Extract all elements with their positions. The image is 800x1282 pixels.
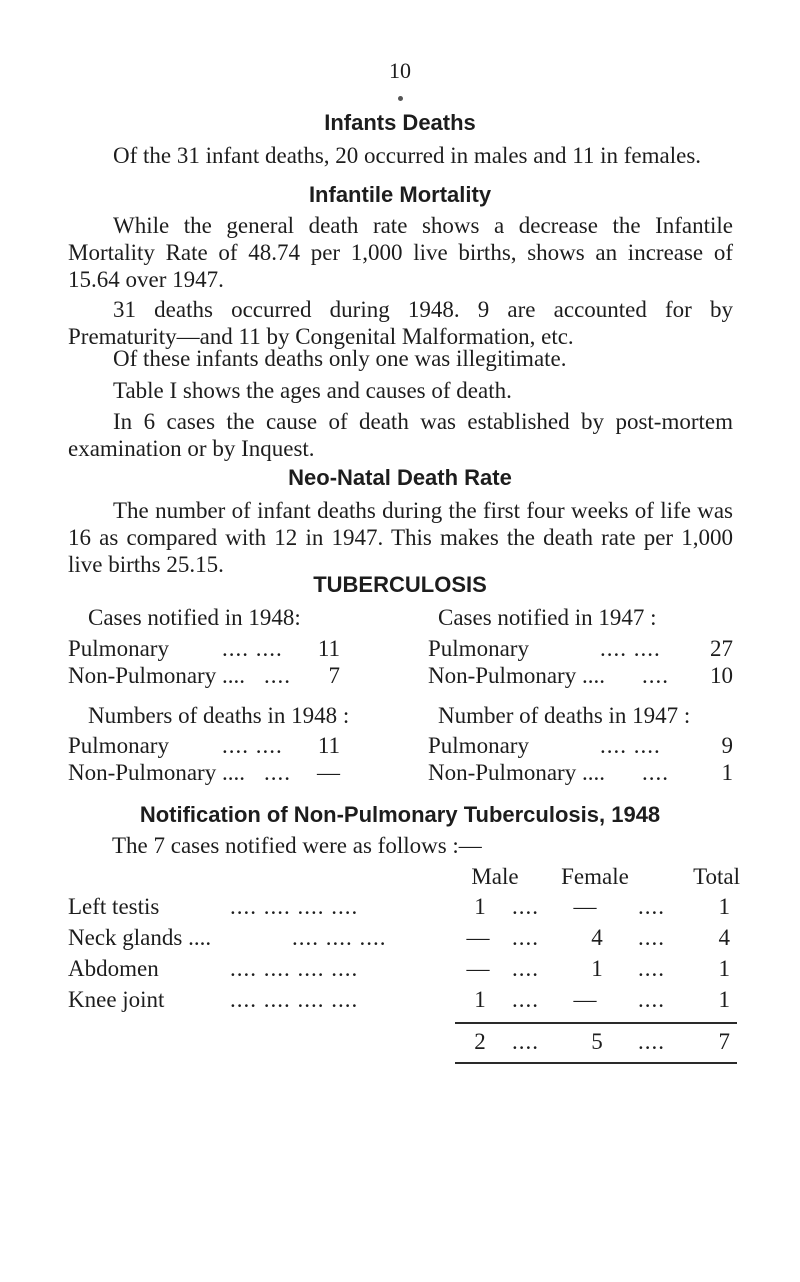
deaths-1947-row-dots: .... ....: [600, 733, 661, 758]
table-row-site: Left testis: [68, 894, 160, 919]
table-row-total: 4: [718, 925, 730, 950]
tuberculosis-heading: TUBERCULOSIS: [313, 572, 487, 597]
notified-1948-row-dots: ....: [264, 663, 291, 688]
notified-1947-row-label: Pulmonary: [428, 636, 529, 661]
table-row-female: —: [573, 987, 597, 1012]
table-row-sep: ....: [512, 956, 539, 981]
table-row-dots: .... .... .... ....: [230, 956, 359, 981]
column-header-total: Total: [693, 864, 740, 889]
neo-natal-heading: Neo-Natal Death Rate: [288, 465, 512, 490]
totals-female: 5: [591, 1029, 603, 1054]
notified-1947-row-dots: .... ....: [600, 636, 661, 661]
infantile-mortality-paragraph-4: Table I shows the ages and causes of death.: [113, 378, 512, 403]
totals-sep: ....: [512, 1029, 539, 1054]
deaths-1948-row-label: Non-Pulmonary ....: [68, 760, 245, 785]
table-row-sep: ....: [638, 956, 665, 981]
totals-sep: ....: [638, 1029, 665, 1054]
column-header-male: Male: [471, 864, 519, 889]
deaths-1947-row-value: 9: [721, 733, 733, 758]
totals-male: 2: [474, 1029, 486, 1054]
deaths-1948-title: Numbers of deaths in 1948 :: [88, 703, 350, 728]
table-row-male: 1: [474, 894, 486, 919]
deaths-1948-row-dots: .... ....: [222, 733, 283, 758]
deaths-1947-row-label: Pulmonary: [428, 733, 529, 758]
table-row-total: 1: [718, 894, 730, 919]
notified-1948-row-value: 11: [317, 636, 340, 661]
totals-rule-bottom: [455, 1062, 737, 1064]
infantile-mortality-paragraph-5: In 6 cases the cause of death was established by post-mortem examination or by Inquest.: [68, 409, 733, 461]
deaths-1948-row-dots: ....: [264, 760, 291, 785]
page-number: 10: [389, 58, 411, 83]
table-row-female: 1: [591, 956, 603, 981]
table-row-female: —: [573, 894, 597, 919]
infants-deaths-heading: Infants Deaths: [324, 110, 476, 135]
table-row-male: 1: [474, 987, 486, 1012]
table-row-dots: .... .... .... ....: [230, 987, 359, 1012]
notified-1947-row-label: Non-Pulmonary ....: [428, 663, 605, 688]
notified-1947-title: Cases notified in 1947 :: [438, 605, 657, 630]
infantile-mortality-paragraph-3: Of these infants deaths only one was illegitimate.: [113, 346, 567, 371]
table-row-male: —: [466, 925, 490, 950]
table-row-sep: ....: [638, 987, 665, 1012]
deaths-1947-row-value: 1: [721, 760, 733, 785]
table-row-sep: ....: [512, 987, 539, 1012]
table-row-male: —: [466, 956, 490, 981]
table-row-site: Abdomen: [68, 956, 159, 981]
notified-1948-row-label: Non-Pulmonary ....: [68, 663, 245, 688]
totals-rule-top: [455, 1022, 737, 1024]
table-row-total: 1: [718, 956, 730, 981]
deaths-1948-row-label: Pulmonary: [68, 733, 169, 758]
deaths-1948-row-value: 11: [317, 733, 340, 758]
deaths-1947-row-dots: ....: [642, 760, 669, 785]
table-row-site: Knee joint: [68, 987, 165, 1012]
infant-deaths-paragraph: Of the 31 infant deaths, 20 occurred in males and 11 in females.: [113, 143, 702, 168]
table-row-sep: ....: [638, 894, 665, 919]
table-row-female: 4: [591, 925, 603, 950]
table-row-sep: ....: [512, 894, 539, 919]
deaths-1947-title: Number of deaths in 1947 :: [438, 703, 691, 728]
infantile-mortality-paragraph-2: 31 deaths occurred during 1948. 9 are accounted for by Prematurity—and 11 by Congenital Malformation, etc.: [68, 297, 733, 349]
notified-1948-title: Cases notified in 1948:: [88, 605, 301, 630]
non-pulmonary-heading: Notification of Non-Pulmonary Tuberculosis, 1948: [139, 802, 661, 827]
column-header-female: Female: [561, 864, 629, 889]
table-row-sep: ....: [638, 925, 665, 950]
notified-1947-row-value: 10: [710, 663, 733, 688]
notified-1948-row-value: 7: [328, 663, 340, 688]
deaths-1948-row-value: —: [317, 760, 340, 785]
notified-1948-row-label: Pulmonary: [68, 636, 169, 661]
infantile-mortality-heading: Infantile Mortality: [308, 182, 492, 207]
table-row-dots: .... .... ....: [292, 925, 387, 950]
totals-total: 7: [718, 1029, 730, 1054]
deaths-1947-row-label: Non-Pulmonary ....: [428, 760, 605, 785]
neo-natal-paragraph: The number of infant deaths during the first four weeks of life was 16 as compared with 12 in 1947. This makes the death rate per 1,000 live births 25.15.: [68, 498, 733, 577]
table-row-total: 1: [718, 987, 730, 1012]
bullet-dot: [398, 96, 403, 101]
table-row-dots: .... .... .... ....: [230, 894, 359, 919]
notified-1947-row-value: 27: [710, 636, 733, 661]
notified-1948-row-dots: .... ....: [222, 636, 283, 661]
non-pulmonary-intro: The 7 cases notified were as follows :—: [112, 833, 482, 858]
infantile-mortality-paragraph-1: While the general death rate shows a decrease the Infantile Mortality Rate of 48.74 per 1,000 live births, shows an increase of 15.64 over 1947.: [68, 213, 733, 292]
notified-1947-row-dots: ....: [642, 663, 669, 688]
table-row-sep: ....: [512, 925, 539, 950]
table-row-site: Neck glands ....: [68, 925, 212, 950]
